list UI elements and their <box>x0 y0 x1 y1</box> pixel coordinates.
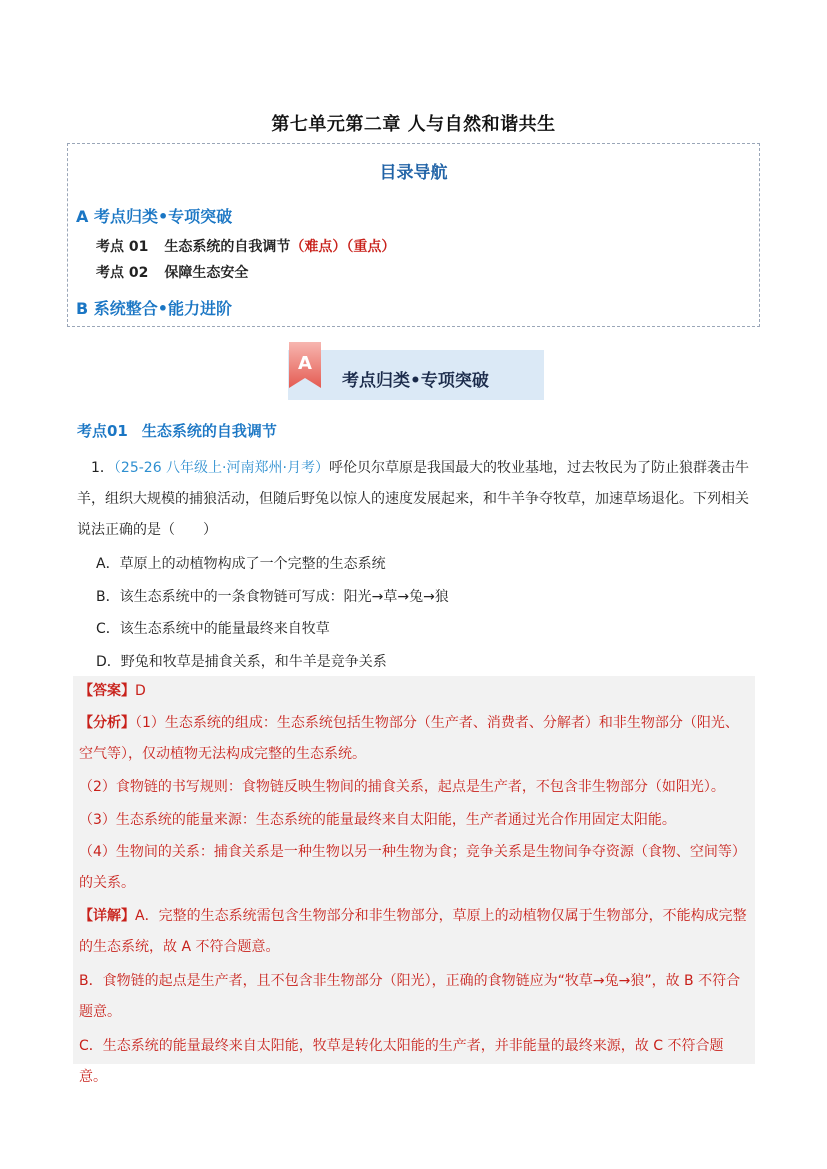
toc-heading: 目录导航 <box>379 163 448 183</box>
question-text: 呼伦贝尔草原是我国最大的牧业基地，过去牧民为了防止狼群袭击牛羊，组织大规模的捕狼活动，但随后野兔以惊人的速度发展起来，和牛羊争夺牧草，加速草场退化。下列相关说法正确的是（ ） <box>77 460 749 538</box>
detail-b: B．食物链的起点是生产者，且不包含非生物部分（阳光），正确的食物链应为“牧草→兔→狼”，故 B 不符合题意。 <box>79 973 741 1020</box>
option-c[interactable]: C．该生态系统中的能量最终来自牧草 <box>96 621 330 637</box>
toc-point-number: 考点 02 <box>96 265 149 281</box>
section-title <box>77 420 277 441</box>
question-source[interactable]: （25-26 八年级上·河南郑州·月考） <box>113 460 329 476</box>
analysis-tag: 【分析】 <box>79 715 135 731</box>
toc-section-a[interactable]: A 考点归类•专项突破 <box>76 207 233 226</box>
analysis-1: 【分析】（1）生态系统的组成：生态系统包括生物部分（生产者、消费者、分解者）和非生物部分（阳光、空气等），仅动植物无法构成完整的生态系统。 <box>79 715 739 762</box>
option-a[interactable]: A．草原上的动植物构成了一个完整的生态系统 <box>96 556 386 572</box>
detail-c: C．生态系统的能量最终来自太阳能，牧草是转化太阳能的生产者，并非能量的最终来源，故 C 不符合题意。 <box>79 1038 724 1085</box>
analysis-3: （3）生态系统的能量来源：生态系统的能量最终来自太阳能，生产者通过光合作用固定太阳能。 <box>79 812 676 828</box>
answer-value: D <box>135 683 146 699</box>
analysis-4: （4）生物间的关系：捕食关系是一种生物以另一种生物为食；竞争关系是生物间争夺资源（食物、空间等）的关系。 <box>79 844 746 891</box>
banner-badge-icon <box>289 342 321 388</box>
detail-a: 【详解】A．完整的生态系统需包含生物部分和非生物部分，草原上的动植物仅属于生物部分，不能构成完整的生态系统，故 A 不符合题意。 <box>79 908 747 955</box>
toc-point-02[interactable] <box>96 262 248 282</box>
section-text: 生态系统的自我调节 <box>141 422 277 440</box>
toc-point-number: 考点 01 <box>96 239 149 255</box>
toc-point-tags: （难点）（重点） <box>290 239 396 255</box>
option-d[interactable]: D．野兔和牧草是捕食关系，和牛羊是竞争关系 <box>96 654 387 670</box>
section-number: 考点01 <box>77 422 128 440</box>
analysis-2: （2）食物链的书写规则：食物链反映生物间的捕食关系，起点是生产者，不包含非生物部分（如阳光）。 <box>79 779 725 795</box>
question-stem <box>77 453 757 546</box>
answer-box <box>73 676 755 1085</box>
detail-tag: 【详解】 <box>79 908 135 924</box>
banner-letter: A <box>298 353 312 374</box>
answer-tag: 【答案】 <box>79 683 135 699</box>
option-b[interactable]: B．该生态系统中的一条食物链可写成：阳光→草→兔→狼 <box>96 589 449 605</box>
question-number: 1． <box>91 460 114 476</box>
toc-section-b[interactable]: B 系统整合•能力进阶 <box>76 299 232 318</box>
answer-line <box>79 676 751 707</box>
banner-text: 考点归类•专项突破 <box>342 371 489 391</box>
toc-point-text: 生态系统的自我调节 <box>164 239 291 255</box>
toc-point-01[interactable] <box>96 236 395 256</box>
page-title: 第七单元第二章 人与自然和谐共生 <box>271 114 556 135</box>
toc-point-text: 保障生态安全 <box>164 265 249 281</box>
toc-box <box>67 143 760 327</box>
